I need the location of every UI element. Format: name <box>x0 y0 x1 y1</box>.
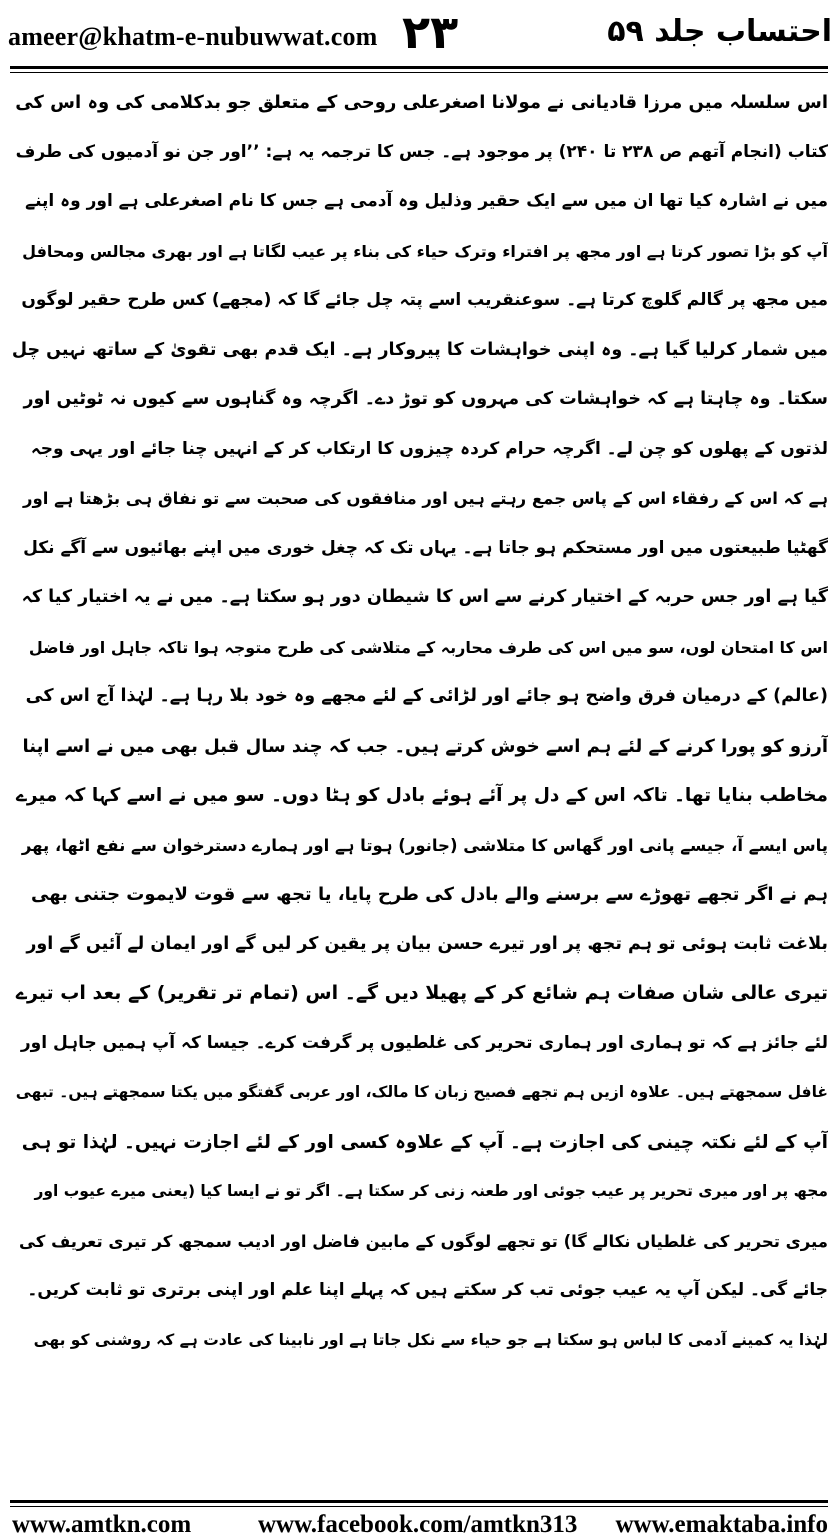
body-text <box>12 78 828 1365</box>
text-line: آرزو کو پورا کرنے کے لئے ہم اسے خوش کرتے ہیں۔ جب کہ چند سال قبل بھی میں نے اسے اپنا <box>22 735 828 757</box>
text-line: کتاب (انجام آتھم ص ۲۳۸ تا ۲۴۰) پر موجود ہے۔ جس کا ترجمہ یہ ہے: ’’اور جن نو آدمیوں کی طرف <box>15 141 828 162</box>
header-rule-thin <box>10 72 828 73</box>
text-line: (عالم) کے درمیان فرق واضح ہو جائے اور لڑائی کے لئے مجھے وہ خود بلا رہا ہے۔ لہٰذا آج اس کی <box>25 686 828 706</box>
text-line: آپ کے لئے نکتہ چینی کی اجازت ہے۔ آپ کے علاوہ کسی اور کے لئے اجازت نہیں۔ لہٰذا تو ہی <box>21 1131 828 1153</box>
text-line: گھٹیا طبیعتوں میں اور مستحکم ہو جاتا ہے۔ یہاں تک کہ چغل خوری میں اپنے بھائیوں سے آگے نکل <box>23 537 828 558</box>
footer-link-emaktaba[interactable]: www.emaktaba.info <box>615 1511 828 1538</box>
footer-link-amtkn[interactable]: www.amtkn.com <box>12 1511 192 1538</box>
text-line: پاس ایسے آ، جیسے پانی اور گھاس کا متلاشی (جانور) ہوتا ہے اور ہمارے دسترخوان سے نفع اٹھا، پھر <box>21 835 828 855</box>
text-line: اس کا امتحان لوں، سو میں اس کی طرف محاربہ کے متلاشی کی طرح متوجہ ہوا تاکہ جاہل اور فاضل <box>28 637 828 657</box>
page-header <box>0 0 840 70</box>
text-line: غافل سمجھتے ہیں۔ علاوہ ازیں ہم تجھے فصیح زبان کا مالک، اور عربی گفتگو میں یکتا سمجھتے ہیں۔ تبھی <box>15 1083 828 1101</box>
text-line: میں مجھ پر گالم گلوچ کرتا ہے۔ سوعنقریب اسے پتہ چل جائے گا کہ (مجھے) کس طرح حقیر لوگوں <box>21 290 828 310</box>
text-line: اس سلسلہ میں مرزا قادیانی نے مولانا اصغرعلی روحی کے متعلق جو بدکلامی کی وہ اس کی <box>15 92 828 113</box>
text-line: میری تحریر کی غلطیاں نکالے گا) تو تجھے لوگوں کے مابین فاضل اور ادیب سمجھ کر تیری تعریف کی <box>19 1231 828 1251</box>
header-rule-thick <box>10 66 828 69</box>
text-line: تیری عالی شان صفات ہم شائع کر کے پھیلا دیں گے۔ اس (تمام تر تقریر) کے بعد اب تیرے <box>15 982 828 1004</box>
text-line: ہے کہ اس کے رفقاء اس کے پاس جمع رہتے ہیں اور منافقوں کی صحبت سے تو نفاق ہی بڑھتا ہے اور <box>22 489 828 508</box>
footer-rule-thick <box>10 1500 828 1503</box>
text-line: میں نے اشارہ کیا تھا ان میں سے ایک حقیر وذلیل وہ آدمی ہے جس کا نام اصغرعلی ہے اور وہ اپنے <box>25 191 828 211</box>
text-line: جائے گی۔ لیکن آپ یہ عیب جوئی تب کر سکتے ہیں کہ پہلے اپنا علم اور اپنی برتری تو ثابت کریں۔ <box>27 1280 828 1300</box>
book-title: احتساب جلد ۵۹ <box>607 14 832 49</box>
text-line: گیا ہے اور جس حربہ کے اختیار کرنے سے اس کا شیطان دور ہو سکتا ہے۔ میں نے یہ اختیار کیا کہ <box>21 587 828 607</box>
text-line: بلاغت ثابت ہوئی تو ہم تجھ پر اور تیرے حسن بیان پر یقین کر لیں گے اور ایمان لے آئیں گے اور <box>26 933 828 954</box>
text-line: لذتوں کے پھلوں کو چن لے۔ اگرچہ حرام کردہ چیزوں کا ارتکاب کر کے انہیں چنا جائے اور یہی وجہ <box>30 438 828 459</box>
page-number: ۲۳ <box>402 5 459 59</box>
text-line: میں شمار کرلیا گیا ہے۔ وہ اپنی خواہشات کا پیروکار ہے۔ ایک قدم بھی تقویٰ کے ساتھ نہیں چل <box>12 339 828 360</box>
text-line: لئے جائز ہے کہ تو ہماری اور ہماری تحریر کی غلطیوں پر گرفت کرے۔ جیسا کہ آپ ہمیں جاہل اور <box>20 1032 828 1053</box>
header-email: ameer@khatm-e-nubuwwat.com <box>8 22 378 51</box>
text-line: مجھ پر اور میری تحریر پر عیب جوئی اور طعنہ زنی کر سکتا ہے۔ اگر تو نے ایسا کیا (یعنی میرے عیوب اور <box>34 1182 828 1200</box>
text-line: مخاطب بنایا تھا۔ تاکہ اس کے دل پر آئے ہوئے بادل کو ہٹا دوں۔ سو میں نے اسے کہا کہ میرے <box>15 785 828 806</box>
text-line: آپ کو بڑا تصور کرتا ہے اور مجھ پر افتراء وترک حیاء کی بناء پر عیب لگاتا ہے اور بھری مجالس ومحافل <box>22 241 828 261</box>
footer-rule-thin <box>10 1506 828 1507</box>
text-line: سکتا۔ وہ چاہتا ہے کہ خواہشات کی مہروں کو توڑ دے۔ اگرچہ وہ گناہوں سے کیوں نہ ٹوٹیں اور <box>23 389 828 409</box>
page-footer <box>0 1508 840 1540</box>
text-line: لہٰذا یہ کمینے آدمی کا لباس ہو سکتا ہے جو حیاء سے نکل جاتا ہے اور نابینا کی عادت ہے کہ روشنی کو بھی <box>33 1330 828 1349</box>
text-line: ہم نے اگر تجھے تھوڑے سے برسنے والے بادل کی طرح پایا، یا تجھ سے قوت لایموت جتنی بھی <box>31 884 828 905</box>
footer-link-facebook[interactable]: www.facebook.com/amtkn313 <box>258 1511 578 1538</box>
